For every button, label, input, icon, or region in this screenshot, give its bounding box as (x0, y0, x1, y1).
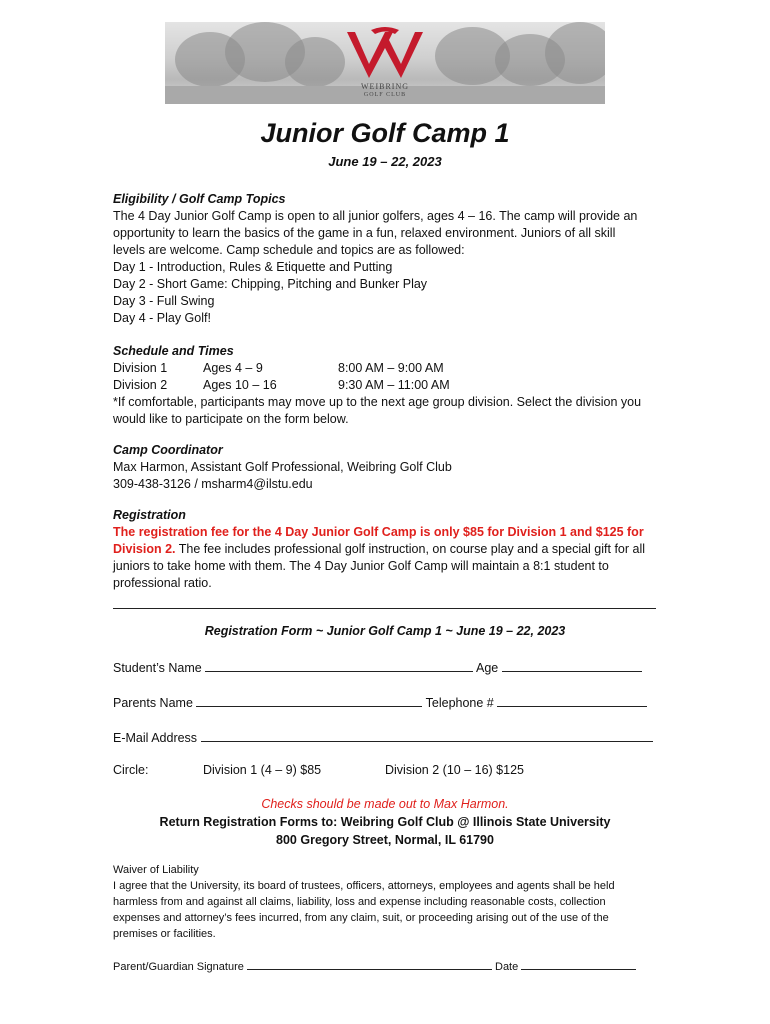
eligibility-heading: Eligibility / Golf Camp Topics (113, 192, 286, 206)
registration-line: professional ratio. (113, 576, 212, 590)
email-blank[interactable] (201, 729, 653, 742)
student-name-row (113, 659, 642, 675)
registration-fee-line (113, 541, 668, 558)
return-forms-line: Return Registration Forms to: Weibring Golf Club @ Illinois State University (159, 815, 611, 829)
email-row (113, 729, 653, 745)
day-topic: Day 1 - Introduction, Rules & Etiquette and Putting (113, 260, 393, 274)
student-name-label: Student’s Name (113, 661, 202, 675)
eligibility-line: levels are welcome. Camp schedule and topics are as followed: (113, 243, 465, 257)
division-ages: Ages 10 – 16 (203, 378, 277, 392)
circle-row (113, 763, 524, 777)
waiver-line: premises or facilities. (113, 928, 216, 940)
waiver-line: harmless from and against all claims, liability, loss and expense including reasonable costs, collection (113, 896, 606, 908)
schedule-note: would like to participate on the form below. (113, 412, 349, 426)
registration-heading: Registration (113, 508, 186, 522)
return-address-line: 800 Gregory Street, Normal, IL 61790 (276, 833, 494, 847)
division-ages: Ages 4 – 9 (203, 361, 263, 375)
checks-note: Checks should be made out to Max Harmon. (261, 797, 509, 811)
registration-fee-division2: Division 2. (113, 542, 176, 556)
division1-option[interactable]: Division 1 (4 – 9) $85 (203, 763, 322, 777)
signature-blank[interactable] (247, 957, 492, 970)
division-name: Division 1 (113, 361, 168, 375)
schedule-heading: Schedule and Times (113, 344, 234, 358)
day-topic: Day 3 - Full Swing (113, 294, 215, 308)
coordinator-name: Max Harmon, Assistant Golf Professional, Weibring Golf Club (113, 460, 452, 474)
parents-name-label: Parents Name (113, 696, 193, 710)
coordinator-contact: 309-438-3126 / msharm4@ilstu.edu (113, 477, 313, 491)
division2-option[interactable]: Division 2 (10 – 16) $125 (385, 763, 524, 777)
registration-includes: The fee includes professional golf instruction, on course play and a special gift for all (175, 542, 646, 556)
header-banner-image (165, 22, 605, 104)
eligibility-line: opportunity to learn the basics of the game in a fun, relaxed environment. Juniors of all skill (113, 226, 616, 240)
signature-row (113, 957, 636, 973)
signature-label: Parent/Guardian Signature (113, 961, 244, 973)
weibring-logo (345, 26, 425, 102)
logo-text-weibring: WEIBRING (361, 82, 409, 91)
telephone-blank[interactable] (497, 694, 647, 707)
coordinator-section (113, 442, 668, 493)
email-label: E-Mail Address (113, 731, 198, 745)
registration-form-heading: Registration Form ~ Junior Golf Camp 1 ~ June 19 – 22, 2023 (204, 624, 566, 638)
schedule-row (113, 360, 668, 377)
divider-line (113, 608, 656, 609)
coordinator-heading: Camp Coordinator (113, 443, 223, 457)
date-blank[interactable] (521, 957, 636, 970)
parents-name-blank[interactable] (196, 694, 422, 707)
date-label: Date (495, 961, 519, 973)
schedule-row (113, 377, 668, 394)
day-topic: Day 2 - Short Game: Chipping, Pitching and Bunker Play (113, 277, 428, 291)
division-time: 8:00 AM – 9:00 AM (338, 361, 444, 375)
page-title: Junior Golf Camp 1 (260, 118, 510, 148)
logo-text-golf-club: GOLF CLUB (363, 92, 407, 98)
waiver-line: expenses and attorney’s fees incurred, from any claim, suit, or proceeding arising out of the use of the (113, 912, 609, 924)
schedule-section (113, 343, 668, 428)
day-topic: Day 4 - Play Golf! (113, 311, 211, 325)
schedule-note: *If comfortable, participants may move up to the next age group division. Select the division you (113, 395, 642, 409)
waiver-line: I agree that the University, its board of trustees, officers, attorneys, employees and agents shall be held (113, 880, 615, 892)
telephone-label: Telephone # (425, 696, 494, 710)
division-name: Division 2 (113, 378, 168, 392)
registration-section (113, 507, 668, 592)
registration-fee-text: The registration fee for the 4 Day Junior Golf Camp is only $85 for Division 1 and $125 for (113, 525, 644, 539)
student-name-blank[interactable] (205, 659, 473, 672)
circle-label: Circle: (113, 763, 149, 777)
eligibility-line: The 4 Day Junior Golf Camp is open to all junior golfers, ages 4 – 16. The camp will provide an (113, 209, 638, 223)
waiver-heading: Waiver of Liability (113, 864, 199, 876)
registration-line: juniors to take home with them. The 4 Day Junior Golf Camp will maintain a 8:1 student to (113, 559, 609, 573)
eligibility-section (113, 191, 668, 327)
camp-dates: June 19 – 22, 2023 (328, 154, 442, 169)
parents-name-row (113, 694, 647, 710)
age-blank[interactable] (502, 659, 642, 672)
waiver-section (113, 862, 673, 942)
age-label: Age (476, 661, 499, 675)
division-time: 9:30 AM – 11:00 AM (338, 378, 450, 392)
